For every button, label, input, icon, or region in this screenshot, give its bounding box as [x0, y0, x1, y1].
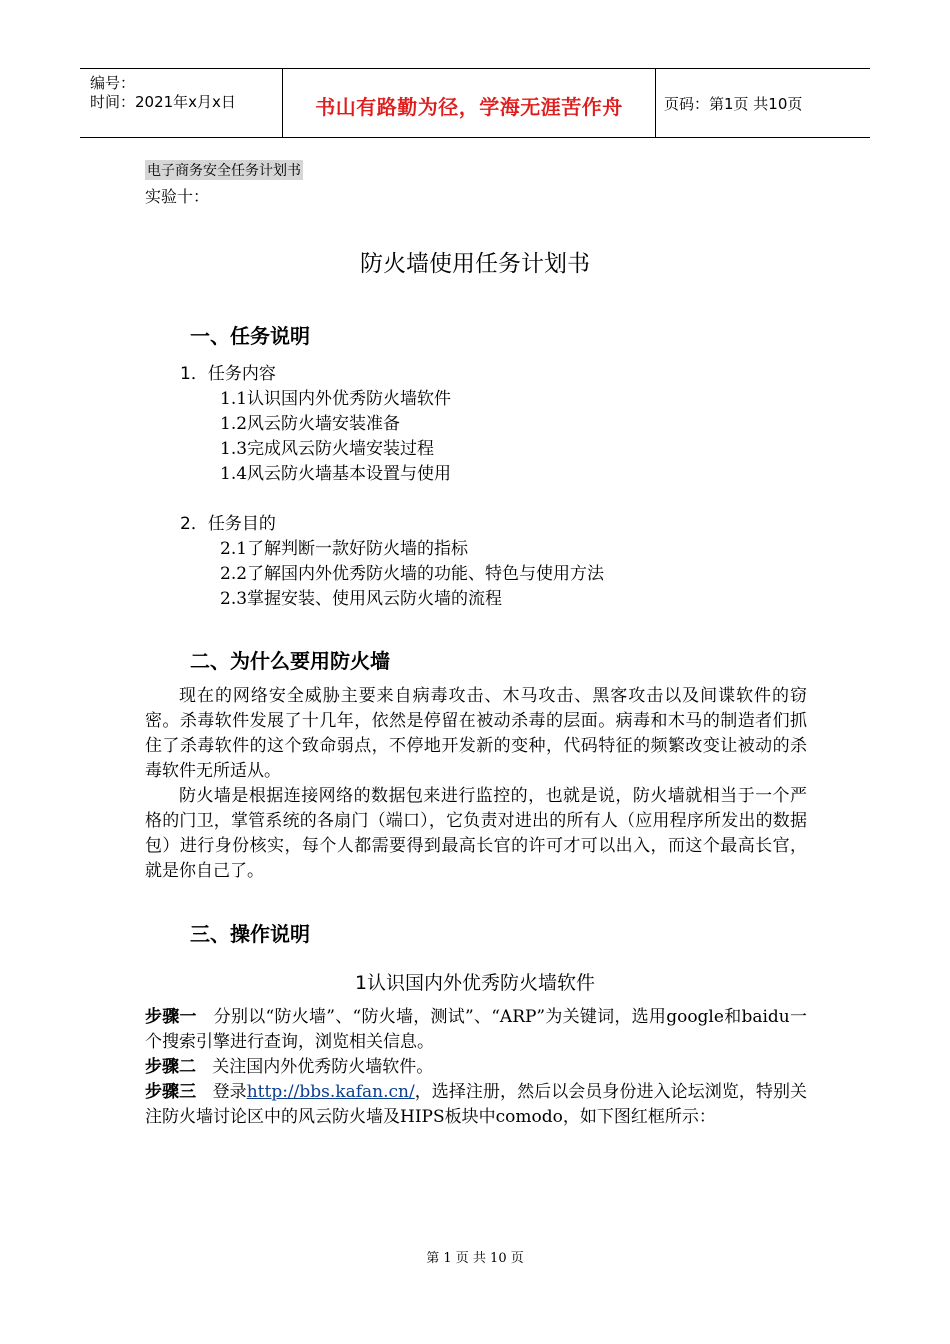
step-text: 关注国内外优秀防火墙软件。 — [212, 1057, 434, 1077]
list-item: 2.3掌握安装、使用风云防火墙的流程 — [220, 589, 503, 609]
list-item: 2.1了解判断一款好防火墙的指标 — [220, 539, 469, 559]
list-item: 1.4风云防火墙基本设置与使用 — [220, 464, 452, 484]
header-table — [80, 68, 870, 138]
page-title: 防火墙使用任务计划书 — [360, 251, 590, 277]
experiment-label: 实验十： — [145, 187, 210, 206]
section1-heading: 一、任务说明 — [190, 324, 310, 348]
doc-tag: 电子商务安全任务计划书 — [145, 160, 303, 180]
section2-body — [145, 684, 807, 884]
step-label: 步骤三 — [145, 1082, 197, 1102]
list-item: 1.3完成风云防火墙安装过程 — [220, 439, 435, 459]
list-item: 2.2了解国内外优秀防火墙的功能、特色与使用方法 — [220, 564, 605, 584]
motto: 书山有路勤为径，学海无涯苦作舟 — [315, 95, 623, 119]
list-item: 1.1认识国内外优秀防火墙软件 — [220, 389, 452, 409]
list-item: 1.2风云防火墙安装准备 — [220, 414, 401, 434]
paragraph: 现在的网络安全威胁主要来自病毒攻击、木马攻击、黑客攻击以及间谍软件的窃密。杀毒软件发展了十几年，依然是停留在被动杀毒的层面。病毒和木马的制造者们抓住了杀毒软件的这个致命弱点，不停地开发新的变种，代码特征的频繁改变让被动的杀毒软件无所适从。 — [145, 686, 807, 781]
section1-sub2-heading: 2．任务目的 — [180, 514, 276, 534]
section3-heading: 三、操作说明 — [190, 922, 310, 946]
step-1 — [145, 1005, 807, 1055]
step-label: 步骤二 — [145, 1057, 196, 1077]
page-footer: 第 1 页 共 10 页 — [426, 1251, 524, 1266]
section3-subheading: 1认识国内外优秀防火墙软件 — [354, 972, 596, 994]
step-3 — [145, 1080, 807, 1130]
time-label: 时间：2021年x月x日 — [90, 93, 236, 111]
header-page-cell — [656, 69, 870, 137]
step-text: ，选择注册，然后以会员身份进入论坛浏览，特别关注防火墙讨论区中的风云防火墙及HIPS板块中comodo，如下图红框所示： — [145, 1082, 808, 1127]
step-text: 分别以“防火墙”、“防火墙，测试”、“ARP”为关键词，选用google和baidu一个搜索引擎进行查询，浏览相关信息。 — [145, 1007, 807, 1052]
step-text: 登录 — [212, 1082, 247, 1102]
paragraph: 防火墙是根据连接网络的数据包来进行监控的，也就是说，防火墙就相当于一个严格的门卫，掌管系统的各扇门（端口），它负责对进出的所有人（应用程序所发出的数据包）进行身份核实，每个人都需要得到最高长官的许可才可以出入，而这个最高长官，就是你自己了。 — [145, 786, 807, 881]
number-label: 编号： — [90, 74, 136, 92]
section1-sub1-heading: 1．任务内容 — [180, 364, 276, 384]
header-motto-cell — [283, 69, 656, 137]
section2-heading: 二、为什么要用防火墙 — [190, 649, 390, 673]
step-2 — [145, 1055, 807, 1080]
page-info: 页码：第1页 共10页 — [664, 95, 803, 113]
forum-link[interactable]: http://bbs.kafan.cn/ — [246, 1082, 415, 1102]
step-label: 步骤一 — [145, 1007, 197, 1027]
header-info-cell — [80, 69, 283, 137]
